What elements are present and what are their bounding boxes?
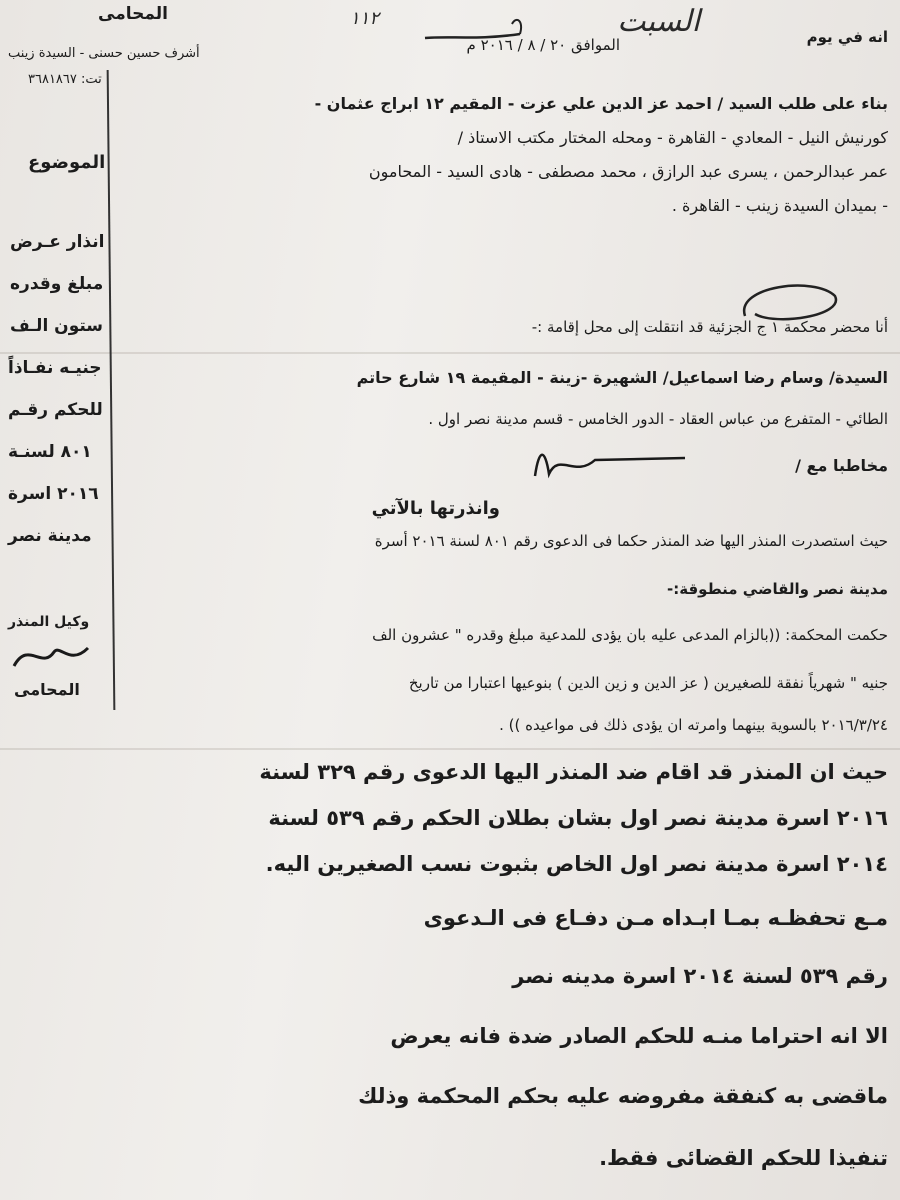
subject-line: انذار عـرض [10,232,105,252]
request-line: - بميدان السيدة زينب - القاهرة . [671,196,888,215]
lawsuit-line: ٢٠١٦ اسرة مدينة نصر اول بشان بطلان الحكم رقم ٥٣٩ لسنة [268,806,888,830]
lawyer-stamp-name: أشرف حسين حسنى - السيدة زينب [8,46,200,61]
notice-heading: وانذرتها بالآتي [371,498,500,519]
handwritten-day: السبت [617,4,700,39]
paper-fold [0,352,900,354]
paper-fold [0,748,900,750]
bailiff-line: السيدة/ وسام رضا اسماعيل/ الشهيرة -زينة - المقيمة ١٩ شارع حاتم [356,368,888,387]
defense-line: مـع تحفظـه بمـا ابـداه مـن دفـاع فى الـدعوى [423,906,888,930]
handwritten-number: ١١٢ [350,8,380,29]
addressee-signature [515,438,695,488]
lawsuit-line: حيث ان المنذر قد اقام ضد المنذر اليها الدعوى رقم ٣٢٩ لسنة [259,760,888,784]
bailiff-line: الطائي - المتفرع من عباس العقاد - الدور الخامس - قسم مدينة نصر اول . [428,410,888,428]
subject-line: ٨٠١ لسنـة [8,442,92,462]
date-value: الموافق ٢٠ / ٨ / ٢٠١٦ م [466,36,620,54]
subject-label: الموضوع [28,152,106,173]
judgment-line: مدينة نصر والقاضي منطوقة:- [667,580,888,598]
agent-title: المحامى [14,680,80,699]
subject-line: مبلغ وقدره [10,274,104,294]
subject-line: ستون الـف [10,316,104,336]
lawsuit-line: ٢٠١٤ اسرة مدينة نصر اول الخاص بثبوت نسب الصغيرين اليه. [265,852,888,876]
defense-line: الا انه احتراما منـه للحكم الصادر ضدة فانه يعرض [390,1024,888,1048]
subject-line: ٢٠١٦ اسرة [8,484,99,504]
judgment-line: حكمت المحكمة: ((بالزام المدعى عليه بان يؤدى للمدعية مبلغ وقدره " عشرون الف [372,626,888,644]
agent-label: وكيل المنذر [8,614,90,630]
judgment-line: جنيه " شهرياً نفقة للصغيرين ( عز الدين و زين الدين ) بنوعيها اعتبارا من تاريخ [408,674,888,692]
judgment-line: ٢٠١٦/٣/٢٤ بالسوية بينهما وامرته ان يؤدى ذلك فى مواعيده )) . [499,716,888,734]
agent-signature [8,636,98,676]
margin-rule [107,70,116,710]
lawyer-title: المحامى [98,4,168,24]
lawyer-stamp-phone: تت: ٣٦٨١٨٦٧ [28,72,102,87]
subject-line: للحكم رقـم [8,400,103,420]
request-line: بناء على طلب السيد / احمد عز الدين علي عزت - المقيم ١٢ ابراج عثمان - [314,94,888,113]
date-prefix: انه في يوم [806,28,888,46]
request-line: كورنيش النيل - المعادي - القاهرة - ومحله المختار مكتب الاستاذ / [457,128,888,147]
handwritten-scribble [420,10,530,50]
subject-line: مدينة نصر [8,526,92,546]
defense-line: رقم ٥٣٩ لسنة ٢٠١٤ اسرة مدينه نصر [512,964,888,988]
request-line: عمر عبدالرحمن ، يسرى عبد الرازق ، محمد مصطفى - هادى السيد - المحامون [368,162,888,181]
judgment-line: حيث استصدرت المنذر اليها ضد المنذر حكما فى الدعوى رقم ٨٠١ لسنة ٢٠١٦ أسرة [374,532,888,550]
defense-line: ماقضى به كنفقة مفروضه عليه بحكم المحكمة وذلك [358,1084,888,1108]
subject-line: جنيـه نفـاذاً [8,358,102,378]
addressee-label: مخاطبا مع / [795,456,888,475]
defense-line: تنفيذا للحكم القضائى فقط. [599,1146,888,1170]
bailiff-line: أنا محضر محكمة ١ ج الجزئية قد انتقلت إلى محل إقامة :- [531,318,888,336]
